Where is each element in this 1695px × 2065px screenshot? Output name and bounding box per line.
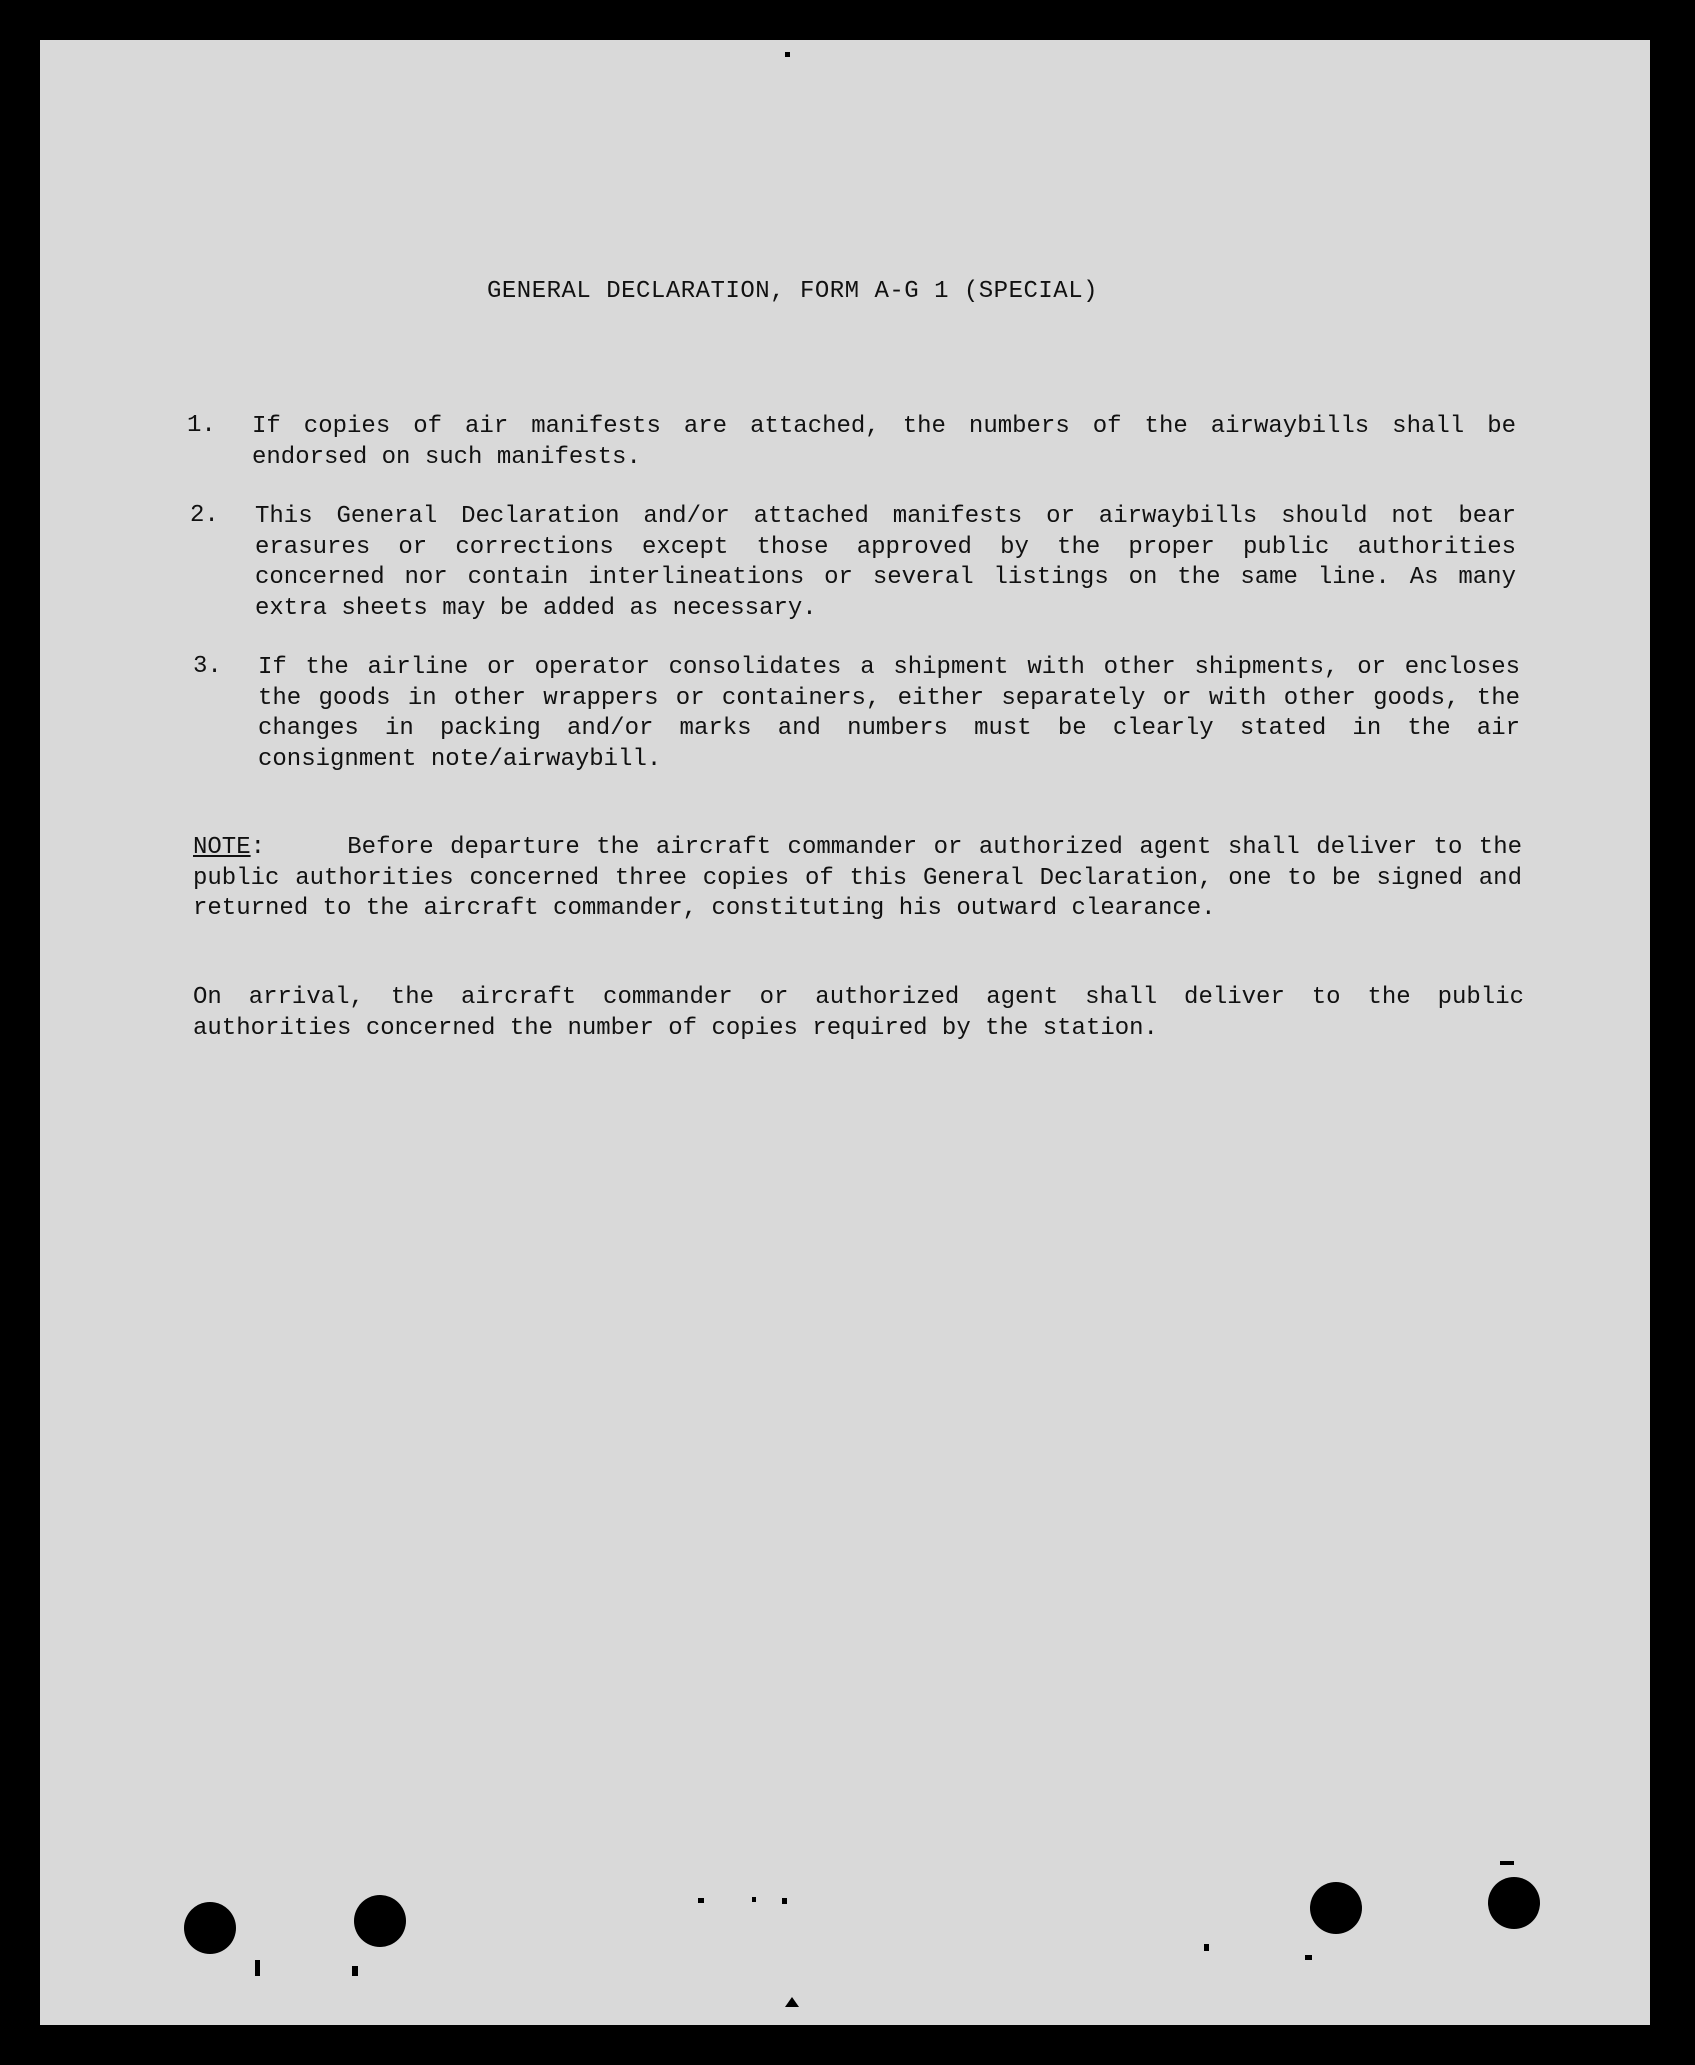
page-title: GENERAL DECLARATION, FORM A-G 1 (SPECIAL): [487, 278, 1098, 305]
item-text-3: If the airline or operator consolidates a shipment with other shipments, or encloses the goods in other wrappers or containers, either separately or with other goods, the changes in packing and/or marks and numbers must be clearly stated in the air consignment note/airwaybill.: [258, 654, 1520, 773]
speck: [698, 1898, 704, 1903]
speck: [1500, 1861, 1514, 1865]
punch-hole-left-2: [354, 1895, 406, 1947]
speck: [785, 52, 790, 57]
item-text-2: This General Declaration and/or attached manifests or airwaybills should not bear erasures or corrections except those approved by the proper public authorities concerned nor contain interlineations or several listings on the same line. As many extra sheets may be added as necessary.: [255, 503, 1516, 622]
item-number-3: 3.: [193, 653, 222, 680]
arrival-paragraph: On arrival, the aircraft commander or authorized agent shall deliver to the public authorities concerned the number of copies required by the station.: [193, 984, 1524, 1042]
speck: [782, 1898, 787, 1904]
note-text: Before departure the aircraft commander or authorized agent shall deliver to the public authorities concerned three copies of this General Declaration, one to be signed and returned to the aircraft commander, constituting his outward clearance.: [193, 834, 1523, 922]
speck: [1204, 1944, 1209, 1951]
speck: [752, 1897, 756, 1902]
note-paragraph: NOTE: Before departure the aircraft commander or authorized agent shall deliver to the public authorities concerned three copies of this General Declaration, one to be signed and returned to the aircraft commander, constituting his outward clearance.: [193, 834, 1523, 922]
punch-hole-right-1: [1310, 1882, 1362, 1934]
punch-hole-left-1: [184, 1902, 236, 1954]
item-number-1: 1.: [187, 412, 216, 439]
speck: [255, 1960, 260, 1976]
speck: [1305, 1955, 1312, 1960]
punch-hole-right-2: [1488, 1877, 1540, 1929]
item-text-1: If copies of air manifests are attached, the numbers of the airwaybills shall be endorsed on such manifests.: [252, 413, 1516, 471]
item-number-2: 2.: [190, 502, 219, 529]
speck: [352, 1966, 358, 1976]
note-label: NOTE: [193, 834, 251, 861]
